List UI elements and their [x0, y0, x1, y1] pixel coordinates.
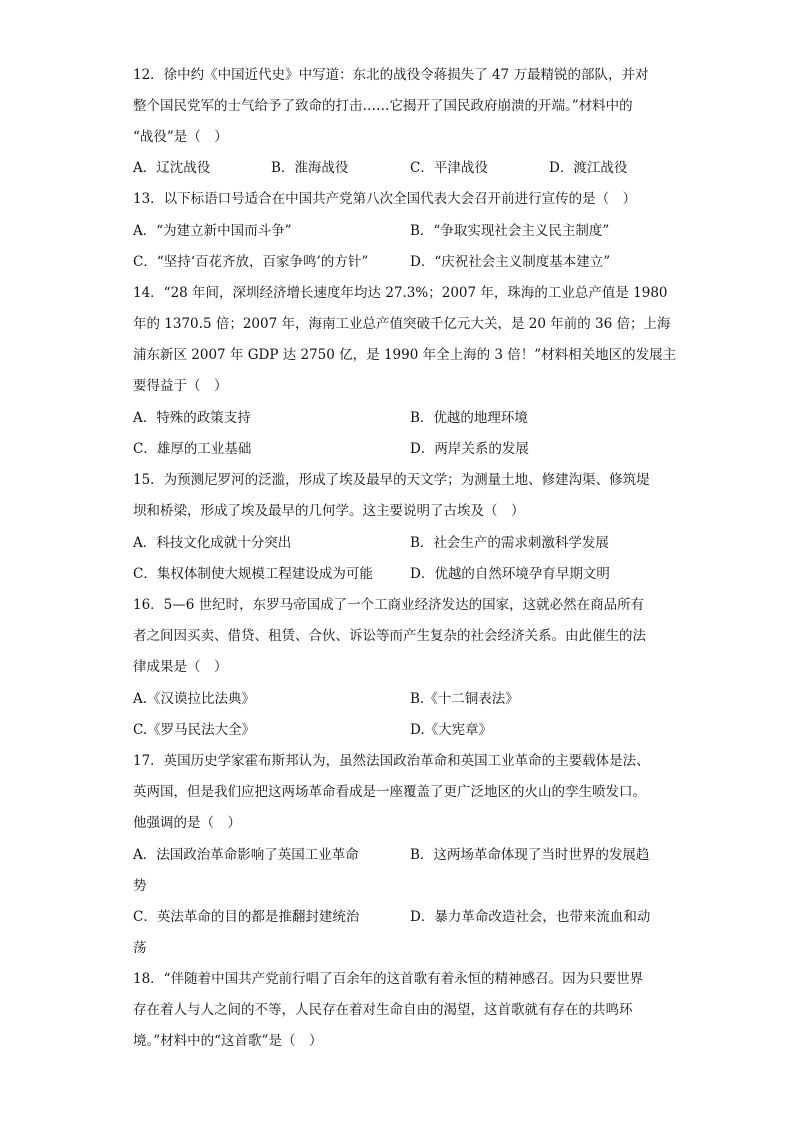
q12-option-d: D．渡江战役 — [549, 160, 628, 176]
q13-stem-line-1: 13．以下标语口号适合在中国共产党第八次全国代表大会召开前进行宣传的是（ ） — [133, 191, 637, 207]
q14-stem-line-2: 年的 1370.5 倍；2007 年，海南工业总产值突破千亿元大关，是 20 年前的 36 倍；上海 — [133, 316, 671, 332]
q16-stem-line-2: 者之间因买卖、借贷、租赁、合伙、诉讼等而产生复杂的社会经济关系。由此催生的法 — [133, 628, 646, 644]
q13-option-c: C．“坚持‘百花齐放，百家争鸣’的方针” — [133, 254, 369, 270]
q12-stem-line-3: “战役”是（ ） — [133, 129, 228, 145]
q14-option-d: D．两岸关系的发展 — [410, 441, 529, 457]
q15-option-b: B．社会生产的需求刺激科学发展 — [410, 535, 609, 551]
q17-option-c: C．英法革命的目的都是推翻封建统治 — [133, 909, 360, 925]
q14-stem-line-3: 浦东新区 2007 年 GDP 达 2750 亿，是 1990 年全上海的 3 倍！”材料相关地区的发展主 — [133, 347, 677, 363]
q14-option-b: B．优越的地理环境 — [410, 410, 528, 426]
q13-option-d: D．“庆祝社会主义制度基本建立” — [410, 254, 611, 270]
q14-stem-line-4: 要得益于（ ） — [133, 378, 228, 394]
q12-stem-line-1: 12．徐中约《中国近代史》中写道：东北的战役令蒋损失了 47 万最精锐的部队，并对 — [133, 67, 649, 83]
q18-stem-line-3: 境。”材料中的“这首歌”是（ ） — [133, 1033, 323, 1049]
q13-option-a: A．“为建立新中国而斗争” — [133, 223, 292, 239]
q16-option-c: C.《罗马民法大全》 — [133, 722, 256, 738]
q14-stem-line-1: 14．“28 年间，深圳经济增长速度年均达 27.3%；2007 年，珠海的工业总产值是 1980 — [133, 285, 668, 301]
q12-option-b: B．淮海战役 — [271, 160, 349, 176]
q14-option-c: C．雄厚的工业基础 — [133, 441, 252, 457]
q15-stem-line-2: 坝和桥梁，形成了埃及最早的几何学。这主要说明了古埃及（ ） — [133, 503, 525, 519]
q13-option-b: B．“争取实现社会主义民主制度” — [410, 223, 610, 239]
q12-option-c: C．平津战役 — [410, 160, 488, 176]
q14-option-a: A．特殊的政策支持 — [133, 410, 251, 426]
q12-stem-line-2: 整个国民党军的士气给予了致命的打击……它揭开了国民政府崩溃的开端。”材料中的 — [133, 98, 633, 114]
q15-stem-line-1: 15．为预测尼罗河的泛滥，形成了埃及最早的天文学；为测量土地、修建沟渠、修筑堤 — [133, 472, 650, 488]
q15-option-d: D．优越的自然环境孕育早期文明 — [410, 566, 610, 582]
q16-stem-line-3: 律成果是（ ） — [133, 659, 228, 675]
q15-option-a: A．科技文化成就十分突出 — [133, 535, 292, 551]
q15-option-c: C．集权体制使大规模工程建设成为可能 — [133, 566, 373, 582]
q17-stem-line-3: 他强调的是（ ） — [133, 815, 241, 831]
q17-option-d-line-1: D．暴力革命改造社会，也带来流血和动 — [410, 909, 651, 925]
q17-option-b-line-1: B．这两场革命体现了当时世界的发展趋 — [410, 847, 650, 863]
q17-stem-line-1: 17．英国历史学家霍布斯邦认为，虽然法国政治革命和英国工业革命的主要载体是法、 — [133, 753, 650, 769]
q16-stem-line-1: 16．5—6 世纪时，东罗马帝国成了一个工商业经济发达的国家，这就必然在商品所有 — [133, 597, 645, 613]
q17-stem-line-2: 英两国，但是我们应把这两场革命看成是一座覆盖了更广泛地区的火山的孪生喷发口。 — [133, 784, 646, 800]
q18-stem-line-1: 18．“伴随着中国共产党前行唱了百余年的这首歌有着永恒的精神感召。因为只要世界 — [133, 971, 644, 987]
q17-option-d-line-2: 荡 — [133, 940, 147, 956]
q16-option-a: A.《汉谟拉比法典》 — [133, 691, 256, 707]
q18-stem-line-2: 存在着人与人之间的不等，人民存在着对生命自由的渴望，这首歌就有存在的共鸣环 — [133, 1002, 633, 1018]
q17-option-b-line-2: 势 — [133, 878, 147, 894]
q17-option-a: A．法国政治革命影响了英国工业革命 — [133, 847, 359, 863]
q12-option-a: A．辽沈战役 — [133, 160, 211, 176]
q16-option-b: B.《十二铜表法》 — [410, 691, 519, 707]
q16-option-d: D.《大宪章》 — [410, 722, 493, 738]
